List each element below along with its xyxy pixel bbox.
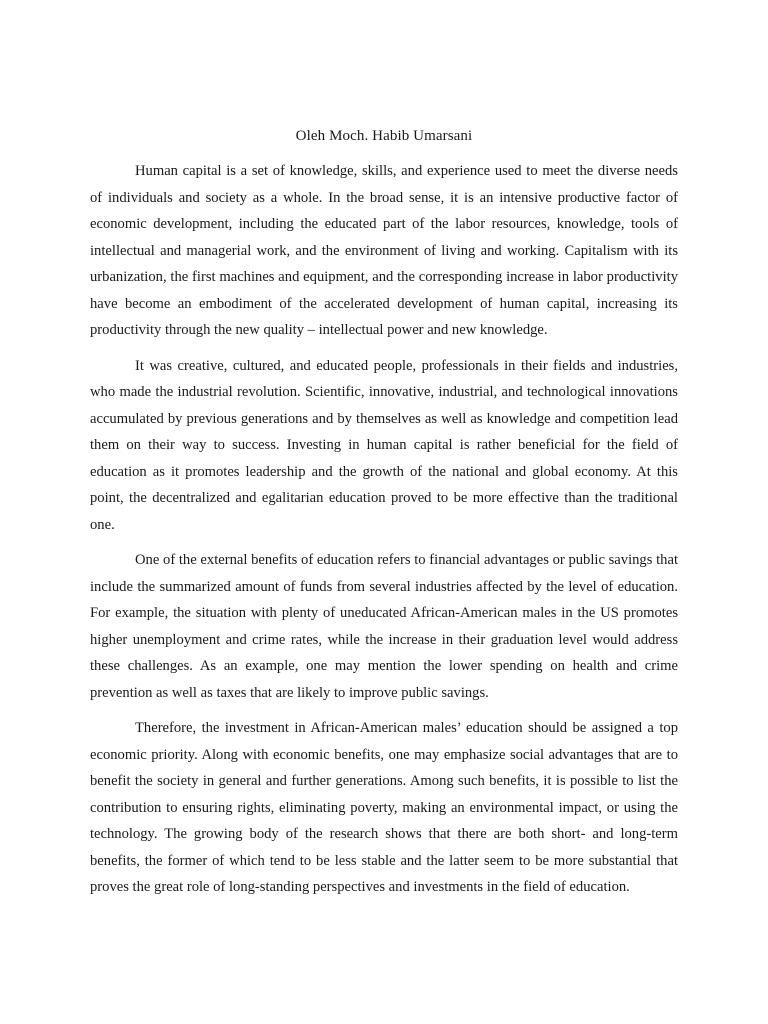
paragraph-3: One of the external benefits of education refers to financial advantages or public savings that include the summarized amount of funds from several industries affected by the level of education. For example, the situation with plenty of uneducated African-American males in the US promotes higher unemployment and crime rates, while the increase in their graduation level would address these challenges. As an example, one may mention the lower spending on health and crime prevention as well as taxes that are likely to improve public savings. xyxy=(90,552,678,701)
paragraph-4: Therefore, the investment in African-American males’ education should be assigned a top economic priority. Along with economic benefits, one may emphasize social advantages that are to benefit the society in general and further generations. Among such benefits, it is possible to list the contribution to ensuring rights, eliminating poverty, making an environmental impact, or using the technology. The growing body of the research shows that there are both short- and long-term benefits, the former of which tend to be less stable and the latter seem to be more substantial that proves the great role of long-standing perspectives and investments in the field of education. xyxy=(90,720,678,895)
document-page xyxy=(90,126,678,901)
author-line: Oleh Moch. Habib Umarsani xyxy=(295,128,473,144)
paragraph-2: It was creative, cultured, and educated people, professionals in their fields and industries, who made the industrial revolution. Scientific, innovative, industrial, and technological innovations accumulated by previous generations and by themselves as well as knowledge and competition lead them on their way to success. Investing in human capital is rather beneficial for the field of education as it promotes leadership and the growth of the national and global economy. At this point, the decentralized and egalitarian education proved to be more effective than the traditional one. xyxy=(90,357,678,533)
paragraph-1: Human capital is a set of knowledge, skills, and experience used to meet the diverse needs of individuals and society as a whole. In the broad sense, it is an intensive productive factor of economic development, including the educated part of the labor resources, knowledge, tools of intellectual and managerial work, and the environment of living and working. Capitalism with its urbanization, the first machines and equipment, and the corresponding increase in labor productivity have become an embodiment of the accelerated development of human capital, increasing its productivity through the new quality – intellectual power and new knowledge. xyxy=(90,163,678,338)
